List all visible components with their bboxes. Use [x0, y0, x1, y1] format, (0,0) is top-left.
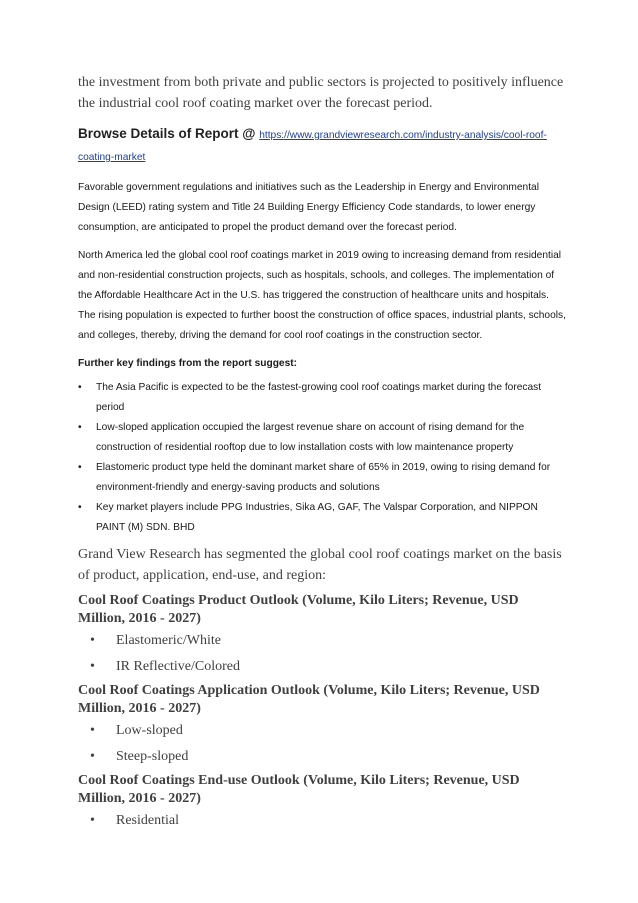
list-item	[78, 718, 566, 744]
product-outlook-heading: Cool Roof Coatings Product Outlook (Volume, Kilo Liters; Revenue, USD Million, 2016 - 2027)	[78, 593, 519, 626]
list-item	[78, 744, 566, 770]
finding-text: Elastomeric product type held the dominant market share of 65% in 2019, owing to rising demand for environment-friendly and energy-saving products and solutions	[96, 462, 551, 493]
end-use-outlook-heading: Cool Roof Coatings End-use Outlook (Volume, Kilo Liters; Revenue, USD Million, 2016 - 2027)	[78, 773, 520, 806]
list-item	[78, 378, 566, 418]
north-america-paragraph: North America led the global cool roof coatings market in 2019 owing to increasing demand from residential and non-residential construction projects, such as hospitals, schools, and colleges. The implementation of the Affordable Healthcare Act in the U.S. has triggered the construction of healthcare units and hospitals. The rising population is expected to further boost the construction of office spaces, industrial plants, schools, and colleges, thereby, driving the demand for cool roof coatings in the construction sector.	[78, 250, 566, 341]
bullet-icon: •	[90, 813, 95, 828]
bullet-icon: •	[78, 422, 82, 433]
finding-text: Low-sloped application occupied the largest revenue share on account of rising demand for the construction of residential rooftop due to low installation costs with low maintenance property	[96, 422, 525, 453]
bullet-icon: •	[90, 633, 95, 648]
findings-list	[78, 378, 566, 538]
bullet-icon: •	[78, 382, 82, 393]
bullet-icon: •	[78, 462, 82, 473]
finding-text: Key market players include PPG Industries, Sika AG, GAF, The Valspar Corporation, and NIPPON PAINT (M) SDN. BHD	[96, 502, 538, 533]
bullet-icon: •	[90, 659, 95, 674]
report-link[interactable]: https://www.grandviewresearch.com/industry-analysis/cool-roof-coating-market	[78, 130, 547, 163]
outlook-item-text: Residential	[116, 813, 179, 828]
application-outlook-heading: Cool Roof Coatings Application Outlook (Volume, Kilo Liters; Revenue, USD Million, 2016 - 2027)	[78, 683, 540, 716]
browse-details-line	[78, 124, 566, 168]
bullet-icon: •	[90, 749, 95, 764]
bullet-icon: •	[78, 502, 82, 513]
finding-text: The Asia Pacific is expected to be the fastest-growing cool roof coatings market during the forecast period	[96, 382, 542, 413]
browse-label: Browse Details of Report @	[78, 126, 260, 141]
application-outlook-list	[78, 718, 566, 770]
intro-paragraph: the investment from both private and public sectors is projected to positively influence the industrial cool roof coating market over the forecast period.	[78, 75, 564, 111]
outlook-item-text: IR Reflective/Colored	[116, 659, 241, 674]
findings-heading: Further key findings from the report suggest:	[78, 358, 298, 369]
list-item	[78, 418, 566, 458]
outlook-item-text: Elastomeric/White	[116, 633, 221, 648]
list-item	[78, 654, 566, 680]
product-outlook-list	[78, 628, 566, 680]
bullet-icon: •	[90, 723, 95, 738]
outlook-item-text: Low-sloped	[116, 723, 183, 738]
document-page	[78, 72, 566, 836]
end-use-outlook-list	[78, 808, 566, 834]
list-item	[78, 458, 566, 498]
list-item	[78, 628, 566, 654]
list-item	[78, 808, 566, 834]
regulations-paragraph: Favorable government regulations and initiatives such as the Leadership in Energy and Environmental Design (LEED) rating system and Title 24 Building Energy Efficiency Code standards, to lower energy consumption, are anticipated to propel the product demand over the forecast period.	[78, 182, 539, 233]
list-item	[78, 498, 566, 538]
segmentation-intro: Grand View Research has segmented the global cool roof coatings market on the basis of product, application, end-use, and region:	[78, 547, 562, 583]
outlook-item-text: Steep-sloped	[116, 749, 189, 764]
